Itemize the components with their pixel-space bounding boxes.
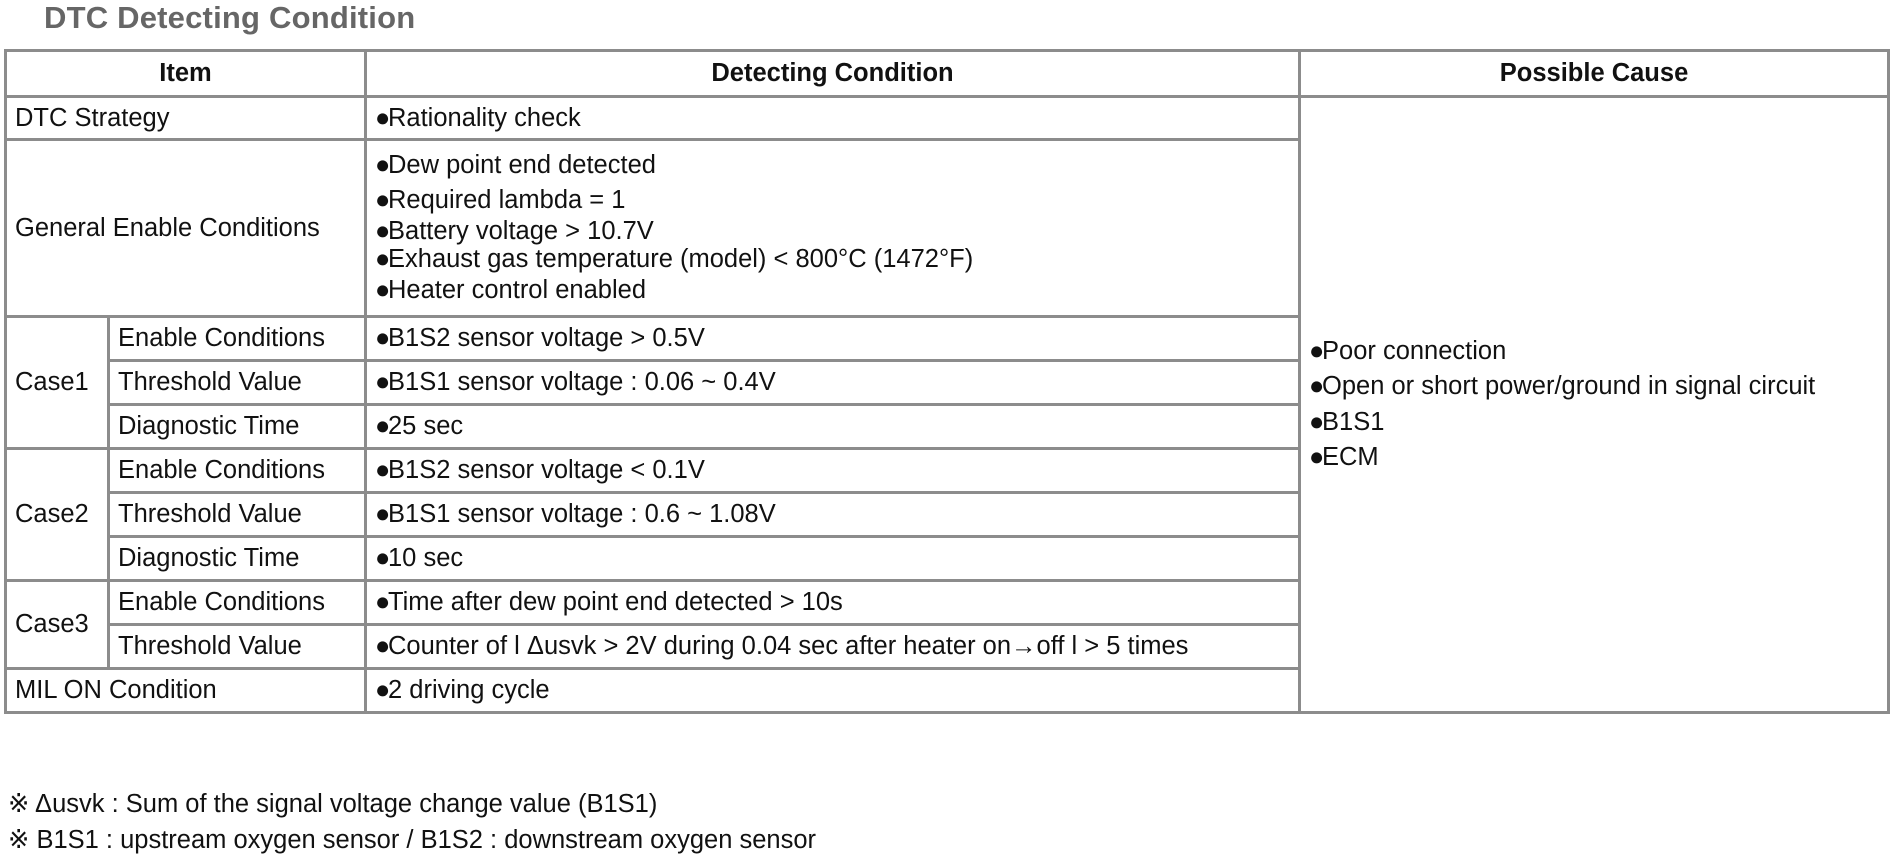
list-item (367, 217, 1298, 245)
sub-item-label: Enable Conditions (109, 449, 366, 493)
condition-cell (366, 405, 1300, 449)
cause-text: B1S1 (1322, 407, 1385, 436)
list-item (1309, 440, 1887, 476)
bullet-icon: ● (375, 500, 391, 529)
list-item (367, 148, 1298, 183)
sub-item-label: Enable Conditions (109, 317, 366, 361)
condition-cell (366, 625, 1300, 669)
header-detecting-condition: Detecting Condition (366, 51, 1300, 97)
cause-text: Poor connection (1322, 336, 1507, 365)
list-item (367, 245, 1298, 273)
bullet-icon: ● (375, 588, 391, 617)
bullet-icon: ● (1309, 407, 1325, 436)
bullet-icon: ● (375, 185, 391, 214)
item-label: DTC Strategy (6, 97, 366, 140)
condition-cell (366, 537, 1300, 581)
condition-cell (366, 449, 1300, 493)
condition-text: 2 driving cycle (388, 676, 550, 705)
section-title: DTC Detecting Condition (44, 0, 416, 35)
condition-text: B1S2 sensor voltage > 0.5V (388, 324, 705, 353)
bullet-icon: ● (375, 324, 391, 353)
list-item (367, 273, 1298, 308)
bullet-icon: ● (375, 676, 391, 705)
bullet-icon: ● (375, 412, 391, 441)
condition-text: Counter of l Δusvk > 2V during 0.04 sec after heater on→off l > 5 times (388, 632, 1189, 661)
sub-item-label: Threshold Value (109, 493, 366, 537)
sub-item-label: Threshold Value (109, 625, 366, 669)
bullet-icon: ● (375, 276, 391, 305)
sub-item-label: Diagnostic Time (109, 405, 366, 449)
bullet-icon: ● (375, 544, 391, 573)
cause-list (1309, 334, 1887, 476)
condition-text: Time after dew point end detected > 10s (388, 588, 843, 617)
condition-cell (366, 140, 1300, 317)
case-label: Case3 (6, 581, 109, 669)
footnote: ※ B1S1 : upstream oxygen sensor / B1S2 : downstream oxygen sensor (8, 826, 817, 854)
condition-text: 25 sec (388, 412, 464, 441)
sub-item-label: Diagnostic Time (109, 537, 366, 581)
condition-text: B1S1 sensor voltage : 0.06 ~ 0.4V (388, 368, 776, 397)
list-item (1309, 334, 1887, 370)
condition-text: Rationality check (388, 103, 581, 132)
sub-item-label: Enable Conditions (109, 581, 366, 625)
condition-text: Dew point end detected (388, 151, 656, 180)
bullet-icon: ● (375, 632, 391, 661)
condition-text: 10 sec (388, 544, 464, 573)
list-item (367, 183, 1298, 218)
header-item: Item (6, 51, 366, 97)
condition-cell (366, 97, 1300, 140)
dtc-condition-table (4, 49, 1890, 714)
list-item (1309, 369, 1887, 405)
cause-text: Open or short power/ground in signal circuit (1322, 372, 1816, 400)
condition-cell (366, 493, 1300, 537)
condition-cell (366, 361, 1300, 405)
item-label: MIL ON Condition (6, 669, 366, 713)
condition-text: Required lambda = 1 (388, 185, 626, 214)
bullet-icon: ● (375, 217, 391, 246)
bullet-icon: ● (1309, 372, 1325, 400)
case-label: Case1 (6, 317, 109, 449)
possible-cause-cell (1300, 97, 1889, 713)
table-header-row (6, 51, 1889, 97)
case-label: Case2 (6, 449, 109, 581)
bullet-icon: ● (1309, 443, 1325, 471)
footnotes (8, 786, 816, 858)
bullet-icon: ● (375, 368, 391, 397)
condition-text: B1S2 sensor voltage < 0.1V (388, 456, 705, 485)
list-item (1309, 405, 1887, 441)
bullet-icon: ● (375, 103, 391, 132)
condition-text: B1S1 sensor voltage : 0.6 ~ 1.08V (388, 500, 776, 529)
bullet-icon: ● (375, 151, 391, 180)
table-row (6, 97, 1889, 140)
bullet-icon: ● (1309, 336, 1325, 365)
cause-text: ECM (1322, 443, 1379, 471)
condition-cell (366, 669, 1300, 713)
bullet-icon: ● (375, 456, 391, 485)
bullet-icon: ● (375, 245, 391, 274)
condition-text: Heater control enabled (388, 276, 647, 305)
condition-text: Exhaust gas temperature (model) < 800°C (1472°F) (388, 245, 974, 274)
header-possible-cause: Possible Cause (1300, 51, 1889, 97)
sub-item-label: Threshold Value (109, 361, 366, 405)
footnote: ※ Δusvk : Sum of the signal voltage change value (B1S1) (8, 790, 658, 818)
item-label: General Enable Conditions (6, 140, 366, 317)
condition-cell (366, 581, 1300, 625)
condition-cell (366, 317, 1300, 361)
condition-text: Battery voltage > 10.7V (388, 217, 654, 246)
